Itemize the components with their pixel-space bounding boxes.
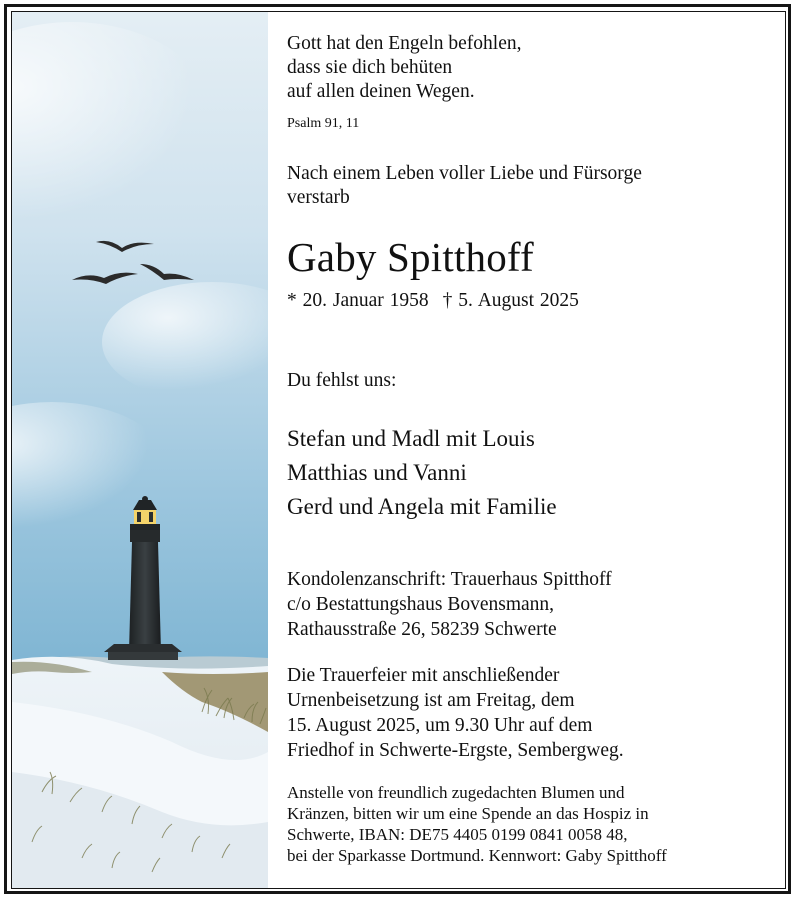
ceremony-line: 15. August 2025, um 9.30 Uhr auf dem (287, 715, 593, 736)
ceremony-line: Friedhof in Schwerte-Ergste, Sembergweg. (287, 740, 624, 761)
mourners-heading: Du fehlst uns: (287, 370, 397, 391)
condolence-line: Kondolenzanschrift: Trauerhaus Spitthoff (287, 569, 612, 590)
intro-line: verstarb (287, 187, 350, 208)
death-date: † 5. August 2025 (442, 290, 579, 311)
donation-line: bei der Sparkasse Dortmund. Kennwort: Gaby Spitthoff (287, 846, 667, 865)
motto-line: Gott hat den Engeln befohlen, (287, 33, 522, 54)
condolence-line: c/o Bestattungshaus Bovensmann, (287, 594, 555, 615)
donation-line: Kränzen, bitten wir um eine Spende an das Hospiz in (287, 804, 649, 823)
birth-date: * 20. Januar 1958 (287, 290, 429, 311)
mourner-line: Stefan und Madl mit Louis (287, 426, 535, 451)
motto-line: auf allen deinen Wegen. (287, 81, 475, 102)
motto-line: dass sie dich behüten (287, 57, 453, 78)
donation-line: Schwerte, IBAN: DE75 4405 0199 0841 0058 48, (287, 825, 628, 844)
mourner-line: Gerd und Angela mit Familie (287, 494, 557, 519)
lighthouse-dune-illustration (12, 12, 268, 888)
ceremony-line: Die Trauerfeier mit anschließender (287, 665, 560, 686)
life-dates (287, 290, 579, 312)
donation-line: Anstelle von freundlich zugedachten Blumen und (287, 783, 625, 802)
motto-source: Psalm 91, 11 (287, 116, 360, 131)
mourner-line: Matthias und Vanni (287, 460, 467, 485)
intro-line: Nach einem Leben voller Liebe und Fürsorge (287, 163, 642, 184)
deceased-name: Gaby Spitthoff (287, 234, 534, 280)
ceremony-line: Urnenbeisetzung ist am Freitag, dem (287, 690, 575, 711)
condolence-line: Rathausstraße 26, 58239 Schwerte (287, 619, 557, 640)
